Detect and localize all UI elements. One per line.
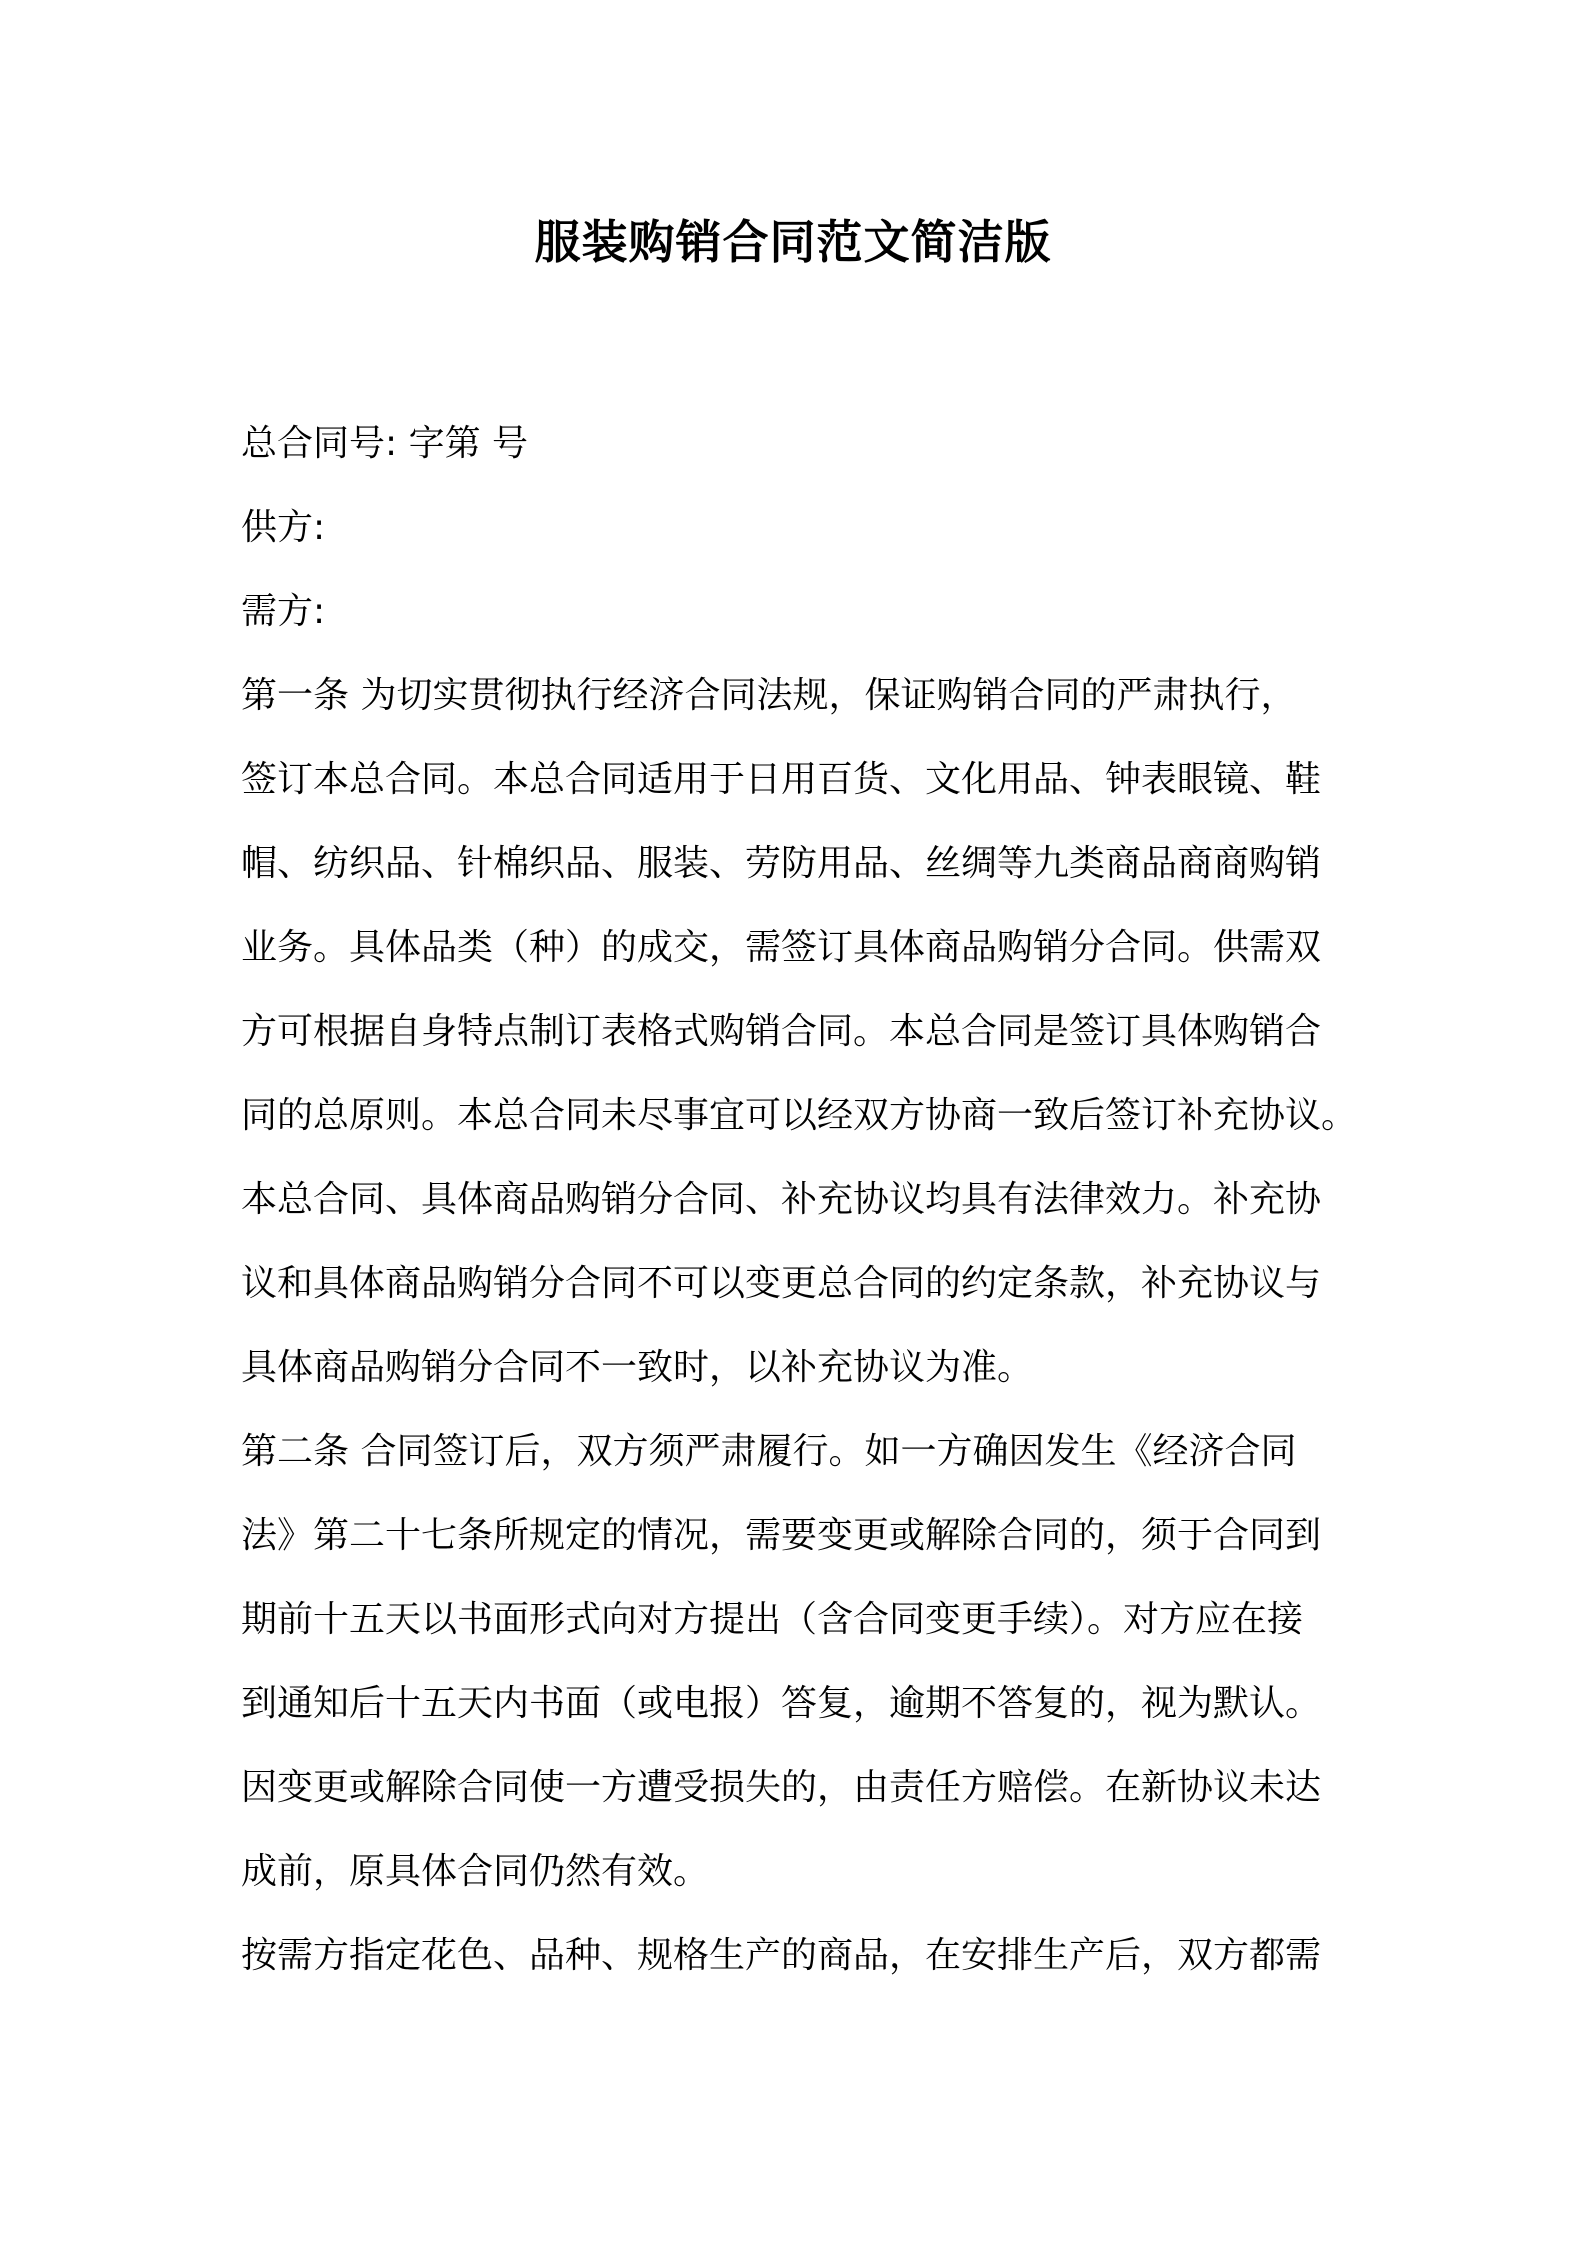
article-1-line: 业务。具体品类（种）的成交，需签订具体商品购销分合同。供需双	[241, 927, 1322, 968]
article-2-line: 第二条 合同签订后，双方须严肃履行。如一方确因发生《经济合同	[241, 1431, 1297, 1472]
article-1	[241, 654, 1361, 1410]
article-2-line: 因变更或解除合同使一方遭受损失的，由责任方赔偿。在新协议未达	[241, 1767, 1322, 1808]
article-2-line: 成前，原具体合同仍然有效。	[241, 1851, 710, 1892]
article-3	[241, 1914, 1361, 1998]
document-body	[241, 402, 1361, 1998]
article-1-line: 议和具体商品购销分合同不可以变更总合同的约定条款，补充协议与	[241, 1263, 1322, 1304]
article-1-line: 本总合同、具体商品购销分合同、补充协议均具有法律效力。补充协	[241, 1179, 1322, 1220]
document-title: 服装购销合同范文简洁版	[534, 215, 1052, 269]
article-2-line: 到通知后十五天内书面（或电报）答复，逾期不答复的，视为默认。	[241, 1683, 1322, 1724]
article-2-line: 法》第二十七条所规定的情况，需要变更或解除合同的，须于合同到	[241, 1515, 1322, 1556]
article-2	[241, 1410, 1361, 1914]
buyer-line: 需方:	[241, 591, 326, 632]
article-2-line: 期前十五天以书面形式向对方提出（含合同变更手续）。对方应在接	[241, 1599, 1304, 1640]
article-1-line: 签订本总合同。本总合同适用于日用百货、文化用品、钟表眼镜、鞋	[241, 759, 1322, 800]
article-1-line: 帽、纺织品、针棉织品、服装、劳防用品、丝绸等九类商品商商购销	[241, 843, 1322, 884]
article-3-line: 按需方指定花色、品种、规格生产的商品，在安排生产后，双方都需	[241, 1935, 1322, 1976]
article-1-line: 第一条 为切实贯彻执行经济合同法规，保证购销合同的严肃执行，	[241, 675, 1297, 716]
article-1-line: 方可根据自身特点制订表格式购销合同。本总合同是签订具体购销合	[241, 1011, 1322, 1052]
contract-number-line: 总合同号: 字第 号	[241, 423, 529, 464]
supplier-line: 供方:	[241, 507, 326, 548]
article-1-line: 同的总原则。本总合同未尽事宜可以经双方协商一致后签订补充协议。	[241, 1095, 1358, 1136]
article-1-line: 具体商品购销分合同不一致时，以补充协议为准。	[241, 1347, 1034, 1388]
